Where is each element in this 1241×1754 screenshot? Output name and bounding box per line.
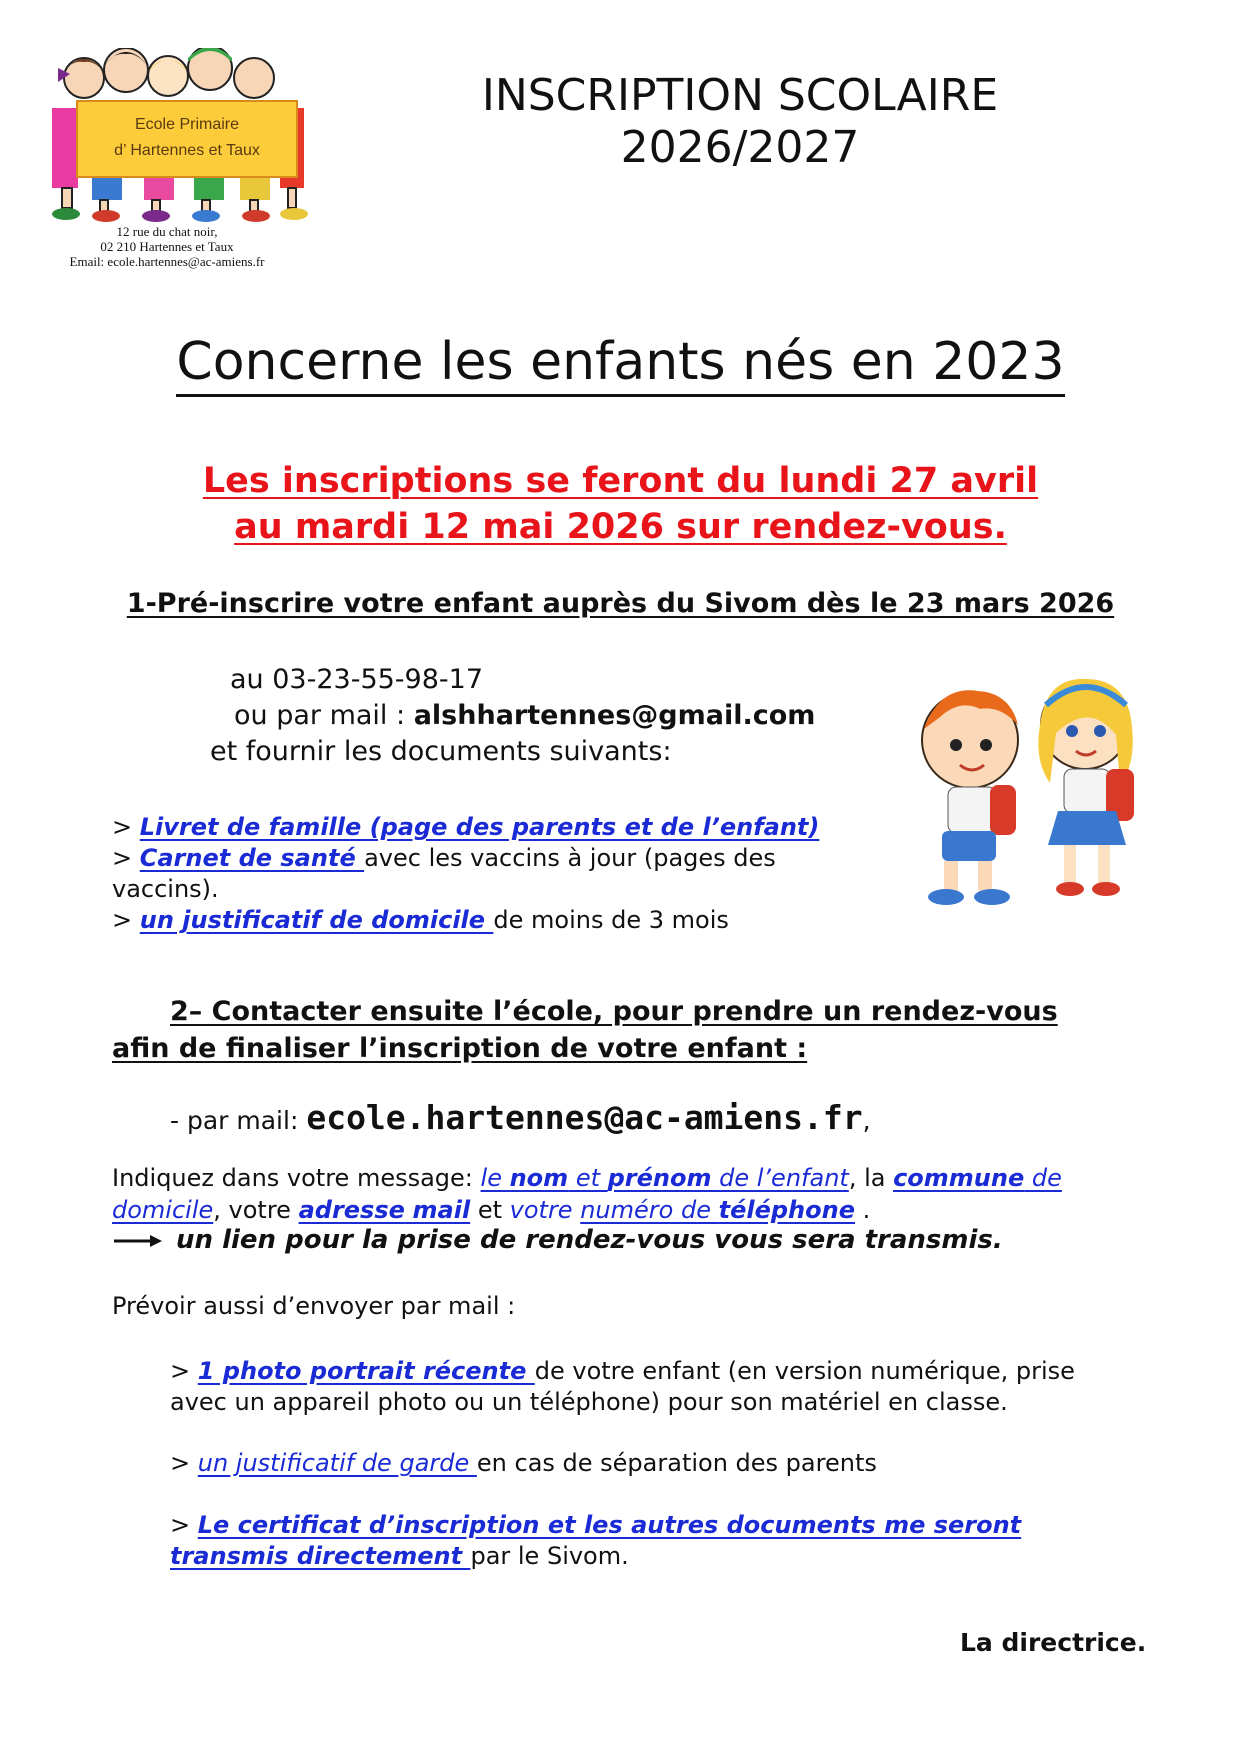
page-title [360, 70, 1120, 174]
address-line-3: Email: ecole.hartennes@ac-amiens.fr [69, 254, 265, 269]
address-line-2: 02 210 Hartennes et Taux [100, 239, 234, 254]
instr-adresse: adresse [298, 1196, 405, 1224]
instr-mail: mail [412, 1196, 471, 1224]
signature: La directrice. [960, 1628, 1147, 1657]
schoolchildren-icon [900, 665, 1160, 925]
appointment-link-text: un lien pour la prise de rendez-vous vous sera transmis. [176, 1225, 1003, 1255]
doc-link-livret[interactable]: Livret de famille (page des parents et de l’enfant) [139, 813, 820, 841]
sivom-mail-prefix: ou par mail : [234, 700, 414, 731]
instr-et: et [568, 1164, 608, 1192]
step2-heading [112, 993, 1058, 1067]
instr-la: , la [848, 1164, 894, 1192]
message-instructions [112, 1162, 1152, 1226]
item-link-garde[interactable]: un justificatif de garde [197, 1449, 477, 1477]
doc-link-carnet[interactable]: Carnet de santé [139, 844, 365, 872]
item-rest: de votre enfant (en version numérique, prise [534, 1357, 1075, 1385]
send-item-garde [170, 1448, 1160, 1479]
doc-marker: > [112, 906, 140, 934]
doc-link-justificatif[interactable]: un justificatif de domicile [139, 906, 494, 934]
step2-line-1: 2– Contacter ensuite l’école, pour prendre un rendez-vous [170, 996, 1058, 1027]
sivom-mail[interactable]: alshhartennes@gmail.com [413, 700, 816, 731]
logo-line-1: Ecole Primaire [134, 116, 240, 133]
logo-sign [76, 100, 298, 178]
instr-de: de [1024, 1164, 1062, 1192]
instr-le: le [480, 1164, 510, 1192]
step1-contact [210, 662, 815, 770]
item-link-photo[interactable]: 1 photo portrait récente [197, 1357, 535, 1385]
sivom-phone: au 03-23-55-98-17 [230, 664, 483, 695]
doc-item-3 [112, 905, 729, 936]
school-address [52, 224, 282, 269]
instr-enfant: de l’enfant [711, 1164, 849, 1192]
doc-marker: > [112, 813, 140, 841]
docs-intro: et fournir les documents suivants: [210, 736, 672, 767]
item-link-transmis[interactable]: transmis directement [170, 1542, 471, 1570]
school-mail[interactable]: ecole.hartennes@ac-amiens.fr [306, 1098, 863, 1137]
item-line-2: par le Sivom. [470, 1542, 629, 1570]
item-marker: > [170, 1357, 198, 1385]
instructions-intro: Indiquez dans votre message: [112, 1164, 481, 1192]
address-line-1: 12 rue du chat noir, [116, 224, 218, 239]
item-link-certificat[interactable]: Le certificat d’inscription et les autres documents me seront [197, 1511, 1022, 1539]
doc-item-2-cont [112, 874, 219, 905]
doc-rest: avec les vaccins à jour (pages des [364, 844, 776, 872]
appointment-link-line [112, 1222, 1003, 1258]
item-rest: en cas de séparation des parents [476, 1449, 877, 1477]
school-logo [44, 48, 314, 224]
step2-line-2: afin de finaliser l’inscription de votre enfant : [112, 1033, 808, 1064]
doc-marker: > [112, 844, 140, 872]
dates-line-1: Les inscriptions se feront du lundi 27 avril [202, 461, 1039, 501]
logo-line-2: d’ Hartennes et Taux [114, 142, 260, 159]
item-line-2: avec un appareil photo ou un téléphone) pour son matériel en classe. [170, 1388, 1008, 1416]
instr-domicile: domicile [112, 1196, 214, 1224]
instr-votre: , votre [213, 1196, 299, 1224]
item-marker: > [170, 1511, 198, 1539]
school-mail-line [170, 1098, 871, 1141]
instr-numero: numéro de [580, 1196, 711, 1224]
arrow-right-icon [112, 1231, 166, 1251]
school-mail-suffix: , [862, 1106, 871, 1135]
instr-space [405, 1196, 413, 1224]
step1-heading: 1-Pré-inscrire votre enfant auprès du Sivom dès le 23 mars 2026 [126, 588, 1115, 619]
children-illustration [900, 665, 1160, 925]
item-marker: > [170, 1449, 198, 1477]
instr-prenom: prénom [607, 1164, 712, 1192]
instr-nom: nom [509, 1164, 569, 1192]
doc-rest: vaccins). [112, 875, 219, 903]
doc-item-2 [112, 843, 776, 874]
send-item-photo [170, 1356, 1160, 1418]
subtitle-text: Concerne les enfants nés en 2023 [176, 332, 1064, 397]
instr-telephone: téléphone [718, 1196, 855, 1224]
title-line-1: INSCRIPTION SCOLAIRE [481, 70, 999, 121]
also-send-heading: Prévoir aussi d’envoyer par mail : [112, 1292, 516, 1320]
dates-line-2: au mardi 12 mai 2026 sur rendez-vous. [234, 507, 1007, 547]
send-item-certificat [170, 1510, 1160, 1572]
instr-et2: et [470, 1196, 510, 1224]
title-line-2: 2026/2027 [620, 122, 860, 173]
registration-dates [0, 458, 1241, 550]
instr-end: . [854, 1196, 871, 1224]
subtitle [0, 330, 1241, 394]
school-mail-prefix: - par mail: [170, 1106, 307, 1135]
doc-rest: de moins de 3 mois [493, 906, 729, 934]
instr-space3 [711, 1196, 719, 1224]
instr-commune: commune [893, 1164, 1025, 1192]
doc-item-1 [112, 812, 819, 843]
instr-votre2: votre [509, 1196, 573, 1224]
